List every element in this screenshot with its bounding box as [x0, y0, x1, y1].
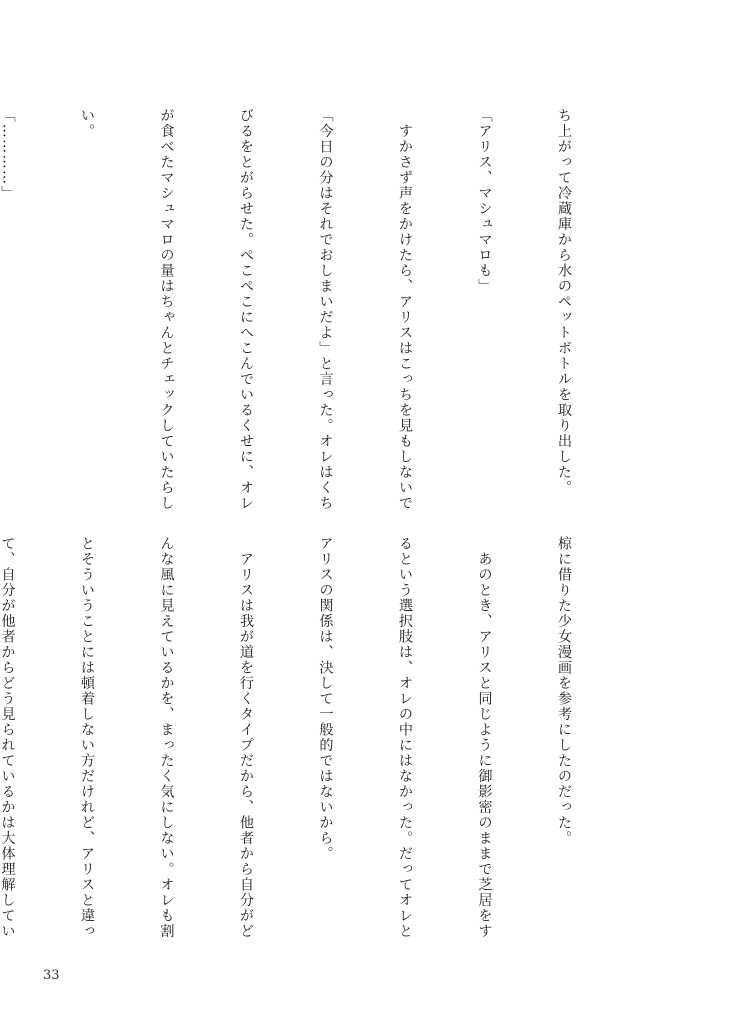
text-line: ち上がって冷蔵庫から水のペットボトルを取り出した。	[556, 108, 572, 496]
text-line: とそういうことには頓着しない方だけれど、アリスと違っ	[79, 536, 95, 939]
page-number: 33	[43, 968, 60, 983]
text-line: あのとき、アリスと同じように御影密のままで芝居をす	[476, 536, 493, 939]
text-line: が食べたマシュマロの量はちゃんとチェックしていたらし	[158, 108, 175, 511]
lower-text-block	[0, 536, 630, 939]
text-line: んな風に見えているかを、まったく気にしない。オレも割	[158, 536, 175, 939]
text-line: るという選択肢は、オレの中にはなかった。だってオレと	[397, 536, 413, 939]
text-line: 椋に借りた少女漫画を参考にしたのだった。	[556, 536, 572, 846]
text-line: アリスの関係は、決して一般的ではないから。	[317, 536, 334, 862]
text-line: びるをとがらせた。ぺこぺこにへこんでいるくせに、オレ	[238, 108, 254, 511]
text-line: い。	[79, 108, 95, 139]
upper-text-block	[0, 108, 630, 511]
text-line: 「今日の分はそれでおしまいだよ」と言った。オレはくち	[317, 108, 334, 511]
text-line: すかさず声をかけたら、アリスはこっちを見もしないで	[397, 108, 413, 511]
text-line: アリスは我が道を行くタイプだから、他者から自分がど	[238, 536, 254, 939]
text-line: 「…………」	[0, 108, 16, 201]
text-line: て、自分が他者からどう見られているかは大体理解してい	[0, 536, 16, 939]
text-line: 「アリス、マシュマロも」	[476, 108, 493, 294]
